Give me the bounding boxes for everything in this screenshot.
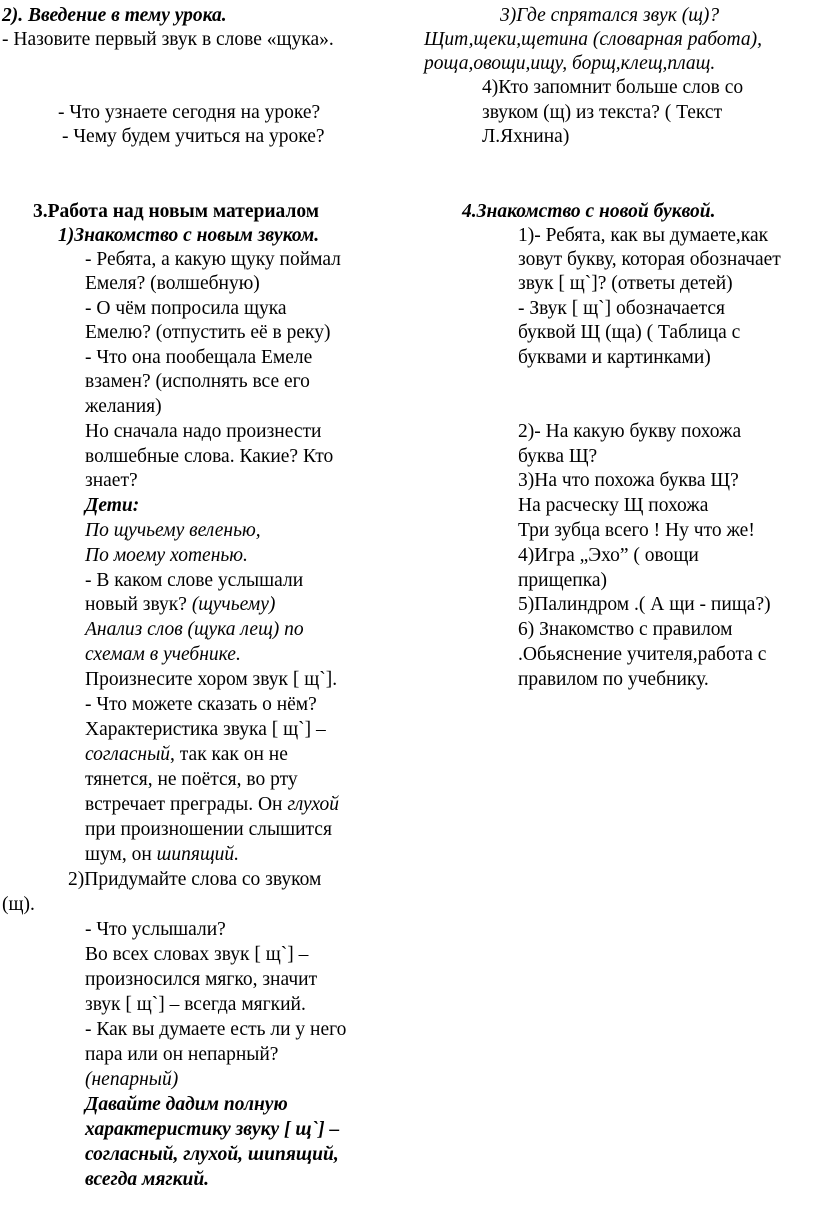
intro-question: - Назовите первый звук в слове «щука». xyxy=(2,29,334,50)
text-line: звук [ щ`]? (ответы детей) xyxy=(518,273,733,294)
spell-line: По моему хотенью. xyxy=(85,545,248,566)
text-line: 5)Палиндром .( А щи - пища?) xyxy=(518,594,771,615)
intro-question: - Что узнаете сегодня на уроке? xyxy=(58,102,321,123)
text-line: Но сначала надо произнести xyxy=(85,421,322,442)
final-characteristic: всегда мягкий. xyxy=(85,1169,210,1190)
question-heading: 3)Где спрятался звук (щ)? xyxy=(500,5,720,26)
text-line: 3)На что похожа буква Щ? xyxy=(518,470,739,491)
text-line: буквами и картинками) xyxy=(518,347,711,368)
text-line: - Что она пообещала Емеле xyxy=(85,347,313,368)
text-line: - Ребята, а какую щуку поймал xyxy=(85,249,341,270)
text-line: Емеля? (волшебную) xyxy=(85,273,260,294)
analysis-line: Анализ слов (щука лещ) по xyxy=(85,619,304,640)
text-segment: , так как он не xyxy=(170,744,288,765)
final-characteristic: характеристику звуку [ щ`] – xyxy=(85,1119,340,1140)
text-line: Во всех словах звук [ щ`] – xyxy=(85,944,309,965)
text-line: 6) Знакомство с правилом xyxy=(518,619,733,640)
text-line: зовут букву, которая обозначает xyxy=(518,249,781,270)
section-heading: 3.Работа над новым материалом xyxy=(33,201,320,222)
text-line: буква Щ? xyxy=(518,446,598,467)
text-line: пара или он непарный? xyxy=(85,1044,279,1065)
text-line: прищепка) xyxy=(518,570,608,591)
text-line: буквой Щ (ща) ( Таблица с xyxy=(518,322,741,343)
text-line: .Обьяснение учителя,работа с xyxy=(518,644,767,665)
text-line: Три зубца всего ! Ну что же! xyxy=(518,520,755,541)
intro-question: - Чему будем учиться на уроке? xyxy=(62,126,325,147)
text-line: взамен? (исполнять все его xyxy=(85,371,310,392)
text-line xyxy=(85,843,239,867)
text-line: желания) xyxy=(85,396,162,417)
text-line: - В каком слове услышали xyxy=(85,570,304,591)
text-line: тянется, не поётся, во рту xyxy=(85,769,298,790)
text-line xyxy=(85,593,275,617)
text-line: при произношении слышится xyxy=(85,819,332,840)
text-line: - Звук [ щ`] обозначается xyxy=(518,298,725,319)
text-line xyxy=(85,793,339,817)
final-characteristic: согласный, глухой, шипящий, xyxy=(85,1144,339,1165)
text-line xyxy=(85,743,288,767)
text-segment: встречает преграды. Он xyxy=(85,794,288,815)
text-line: Произнесите хором звук [ щ`]. xyxy=(85,669,338,690)
text-segment: шум, он xyxy=(85,844,157,865)
section-heading: 4.Знакомство с новой буквой. xyxy=(462,201,716,222)
text-line: знает? xyxy=(85,470,138,491)
text-line: Л.Яхнина) xyxy=(482,126,570,147)
text-line: 4)Кто запомнит больше слов со xyxy=(482,77,744,98)
subsection-line: 2)Придумайте слова со звуком xyxy=(68,869,322,890)
children-label: Дети: xyxy=(85,495,140,516)
text-line: - Как вы думаете есть ли у него xyxy=(85,1019,347,1040)
text-line: На расческу Щ похожа xyxy=(518,495,709,516)
intro-heading: 2). Введение в тему урока. xyxy=(2,5,227,26)
text-line: произносился мягко, значит xyxy=(85,969,318,990)
term-italic: глухой xyxy=(287,794,340,815)
text-line: Емелю? (отпустить её в реку) xyxy=(85,322,331,343)
analysis-line: схемам в учебнике. xyxy=(85,644,241,665)
word-list: роща,овощи,ищу, борщ,клещ,плащ. xyxy=(424,53,716,74)
term-italic: согласный xyxy=(85,744,171,765)
text-line: - О чём попросила щука xyxy=(85,298,287,319)
subsection-heading: 1)Знакомство с новым звуком. xyxy=(58,225,320,246)
text-line: - Что услышали? xyxy=(85,919,226,940)
text-line: 4)Игра „Эхо” ( овощи xyxy=(518,545,699,566)
text-line: 2)- На какую букву похожа xyxy=(518,421,742,442)
answer-italic: (непарный) xyxy=(85,1069,179,1090)
text-line: волшебные слова. Какие? Кто xyxy=(85,446,334,467)
answer-italic: (щучьему) xyxy=(191,594,276,615)
text-segment: новый звук? xyxy=(85,594,192,615)
word-list: Щит,щеки,щетина (словарная работа), xyxy=(424,29,762,50)
text-line: 1)- Ребята, как вы думаете,как xyxy=(518,225,769,246)
subsection-line: (щ). xyxy=(2,894,35,915)
text-line: звуком (щ) из текста? ( Текст xyxy=(482,102,723,123)
term-italic: шипящий. xyxy=(156,844,240,865)
text-line: звук [ щ`] – всегда мягкий. xyxy=(85,994,306,1015)
text-line: - Что можете сказать о нём? xyxy=(85,694,317,715)
text-line: Характеристика звука [ щ`] – xyxy=(85,719,326,740)
text-line: правилом по учебнику. xyxy=(518,669,709,690)
final-characteristic: Давайте дадим полную xyxy=(85,1094,288,1115)
spell-line: По щучьему веленью, xyxy=(85,520,261,541)
